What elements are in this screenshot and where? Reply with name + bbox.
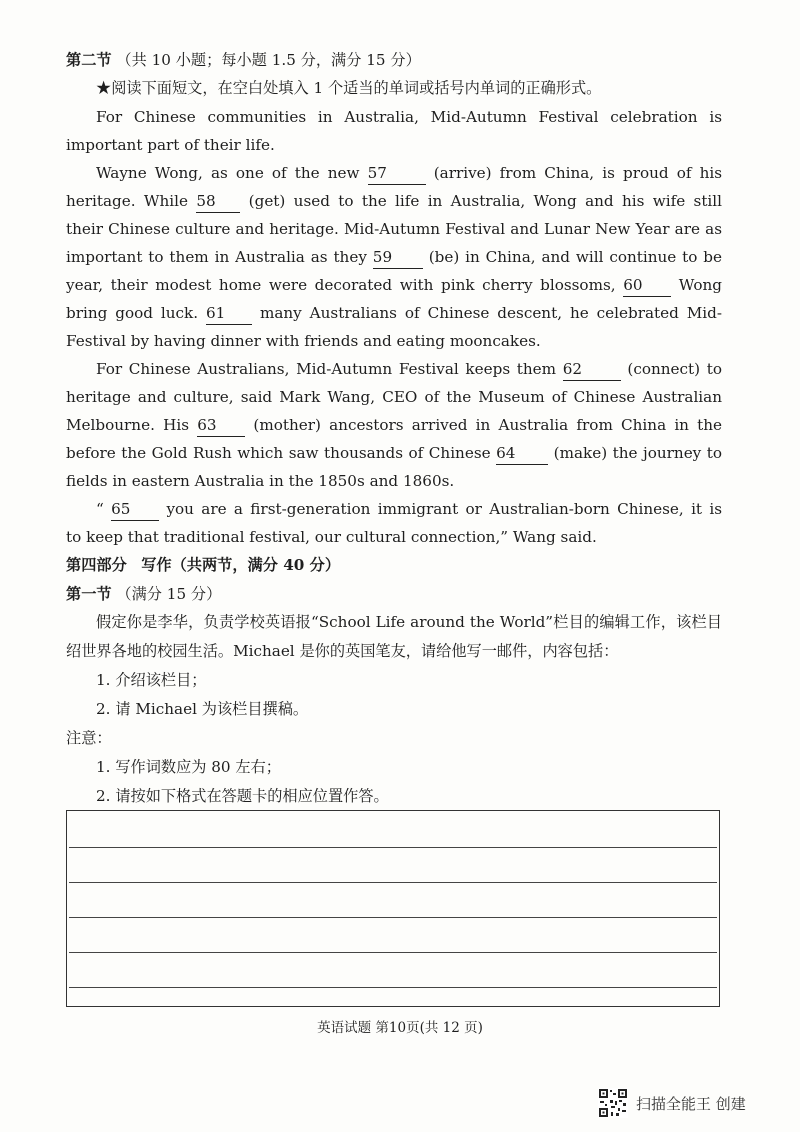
notes-label: 注意： bbox=[66, 729, 112, 747]
blank-58: 58 bbox=[196, 190, 240, 213]
blank-61: 61 bbox=[206, 302, 252, 325]
passage-p3-line4 bbox=[66, 439, 722, 467]
text-run: Melbourne. His bbox=[66, 416, 189, 434]
text-run: bring good luck. bbox=[66, 304, 199, 322]
passage-p3-line5: fields in eastern Australia in the 1850s and 1860s. bbox=[66, 472, 455, 490]
text-run: For Chinese communities in Australia, Mid-Autumn Festival celebration is bbox=[96, 108, 722, 126]
text-run: Wong bbox=[678, 276, 722, 294]
passage-p1-line2: important part of their life. bbox=[66, 136, 275, 154]
text-run: (mother) ancestors arrived in Australia from China in the bbox=[253, 416, 722, 434]
blank-60: 60 bbox=[623, 274, 671, 297]
scanner-watermark bbox=[598, 1088, 746, 1118]
text-run: heritage and culture, said Mark Wang, CEO of the Museum of Chinese Australian bbox=[66, 388, 722, 406]
text-run: important to them in Australia as they bbox=[66, 248, 367, 266]
passage-p3-line1 bbox=[96, 355, 722, 383]
blank-57: 57 bbox=[368, 162, 426, 185]
part4-heading-title: 写作（共两节，满分 40 分） bbox=[141, 556, 341, 574]
text-run: year, their modest home were decorated with pink cherry blossoms, bbox=[66, 276, 616, 294]
passage-p4-line1 bbox=[96, 495, 722, 523]
ruled-line bbox=[69, 847, 717, 848]
passage-p2-line3 bbox=[66, 215, 722, 243]
text-run: Wayne Wong, as one of the new bbox=[96, 164, 360, 182]
part4-heading bbox=[66, 551, 340, 579]
passage-p1-line1 bbox=[96, 103, 722, 131]
blank-62: 62 bbox=[563, 358, 621, 381]
text-run: (be) in China, and will continue to be bbox=[428, 248, 722, 266]
writing-item-2: 2. 请 Michael 为该栏目撰稿。 bbox=[96, 700, 309, 718]
part4-heading-label: 第四部分 bbox=[66, 556, 127, 574]
passage-p2-line4 bbox=[66, 243, 722, 271]
ruled-line bbox=[69, 882, 717, 883]
text-run: their Chinese culture and heritage. Mid-Autumn Festival and Lunar New Year are as bbox=[66, 220, 722, 238]
blank-63: 63 bbox=[197, 414, 245, 437]
text-run: (make) the journey to bbox=[553, 444, 722, 462]
text-run: heritage. While bbox=[66, 192, 189, 210]
text-run: before the Gold Rush which saw thousands of Chinese bbox=[66, 444, 491, 462]
part4-section1-heading bbox=[66, 580, 221, 608]
section2-heading-note: （共 10 小题；每小题 1.5 分，满分 15 分） bbox=[116, 51, 421, 69]
note-1: 1. 写作词数应为 80 左右； bbox=[96, 758, 281, 776]
page-footer: 英语试题 第10页(共 12 页) bbox=[317, 1020, 483, 1036]
ruled-line bbox=[69, 987, 717, 988]
passage-p2-line5 bbox=[66, 271, 722, 299]
passage-p4-line2: to keep that traditional festival, our cultural connection,” Wang said. bbox=[66, 528, 597, 546]
answer-writing-box[interactable] bbox=[66, 810, 720, 1007]
writing-prompt-line2: 绍世界各地的校园生活。Michael 是你的英国笔友，请给他写一邮件，内容包括： bbox=[66, 642, 619, 660]
passage-p2-line6 bbox=[66, 299, 722, 327]
passage-p3-line2 bbox=[66, 383, 722, 411]
passage-p2-line2 bbox=[66, 187, 722, 215]
text-run: you are a first-generation immigrant or Australian-born Chinese, it is bbox=[166, 500, 722, 518]
text-run: many Australians of Chinese descent, he celebrated Mid- bbox=[259, 304, 722, 322]
watermark-text: 扫描全能王 创建 bbox=[636, 1094, 746, 1113]
blank-65: 65 bbox=[111, 498, 159, 521]
ruled-line bbox=[69, 917, 717, 918]
writing-item-1: 1. 介绍该栏目； bbox=[96, 671, 207, 689]
writing-prompt-line1 bbox=[96, 608, 722, 636]
blank-64: 64 bbox=[496, 442, 548, 465]
qr-code-icon bbox=[598, 1088, 628, 1118]
section1-heading-label: 第一节 bbox=[66, 585, 112, 603]
ruled-line bbox=[69, 952, 717, 953]
section2-instruction: ★阅读下面短文，在空白处填入 1 个适当的单词或括号内单词的正确形式。 bbox=[96, 79, 602, 97]
section2-heading-label: 第二节 bbox=[66, 51, 112, 69]
section2-heading bbox=[66, 46, 421, 74]
text-run: 假定你是李华，负责学校英语报“School Life around the World”栏目的编辑工作，该栏目 bbox=[96, 613, 722, 631]
text-run: For Chinese Australians, Mid-Autumn Festival keeps them bbox=[96, 360, 557, 378]
text-run: (arrive) from China, is proud of his bbox=[433, 164, 722, 182]
passage-p2-line1 bbox=[96, 159, 722, 187]
section1-heading-note: （满分 15 分） bbox=[116, 585, 222, 603]
text-run: (connect) to bbox=[627, 360, 722, 378]
text-run: (get) used to the life in Australia, Wong and his wife still bbox=[248, 192, 722, 210]
note-2: 2. 请按如下格式在答题卡的相应位置作答。 bbox=[96, 787, 389, 805]
text-run: “ bbox=[96, 500, 104, 518]
blank-59: 59 bbox=[373, 246, 423, 269]
passage-p3-line3 bbox=[66, 411, 722, 439]
passage-p2-line7: Festival by having dinner with friends and eating mooncakes. bbox=[66, 332, 541, 350]
